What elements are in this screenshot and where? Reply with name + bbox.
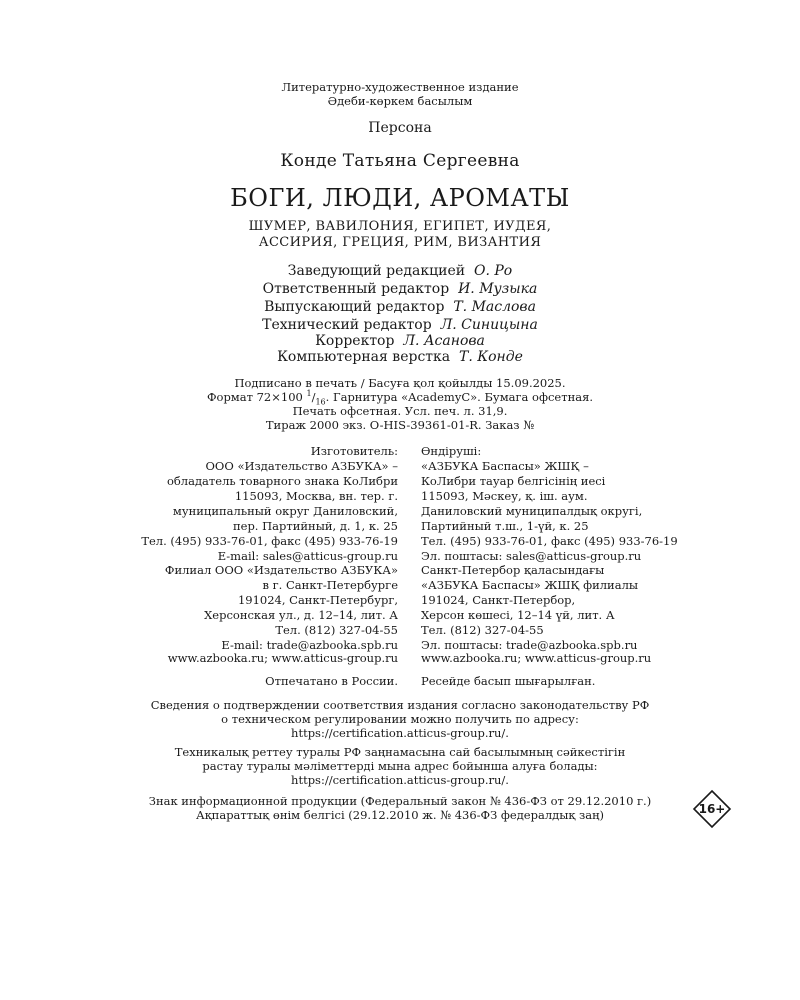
manufacturer-kz-block	[421, 444, 678, 564]
printed-in-kz: Ресейде басып шығарылған.	[421, 674, 596, 688]
staff-role: Технический редактор	[262, 317, 432, 333]
manufacturer-kz-line: Партийный т.ш., 1-үй, к. 25	[421, 519, 589, 533]
manufacturer-ru-line: 115093, Москва, вн. тер. г.	[234, 489, 398, 503]
manufacturer-kz-line: Тел. (495) 933-76-01, факс (495) 933-76-19	[421, 534, 678, 548]
staff-credit	[0, 280, 800, 298]
certification-ru-line: Сведения о подтверждении соответствия издания согласно законодательству РФ	[150, 698, 650, 712]
branch-ru-line: Филиал ООО «Издательство АЗБУКА»	[164, 563, 398, 577]
manufacturer-kz-line: Даниловский муниципалдық округі,	[421, 504, 643, 518]
branch-kz-block	[421, 563, 638, 653]
fraction-numerator: 1	[306, 389, 312, 399]
certification-kz-line: Техникалық реттеу туралы РФ заңнамасына сай басылымның сәйкестігін	[174, 745, 626, 759]
branch-ru-email: E-mail: trade@azbooka.spb.ru	[221, 638, 398, 652]
branch-ru-line: 191024, Санкт-Петербург,	[237, 593, 398, 607]
branch-kz-line: 191024, Санкт-Петербор,	[421, 593, 576, 607]
branch-kz-line: «АЗБУКА Баспасы» ЖШҚ филиалы	[421, 578, 639, 592]
staff-role: Выпускающий редактор	[264, 299, 445, 315]
branch-ru-line: Херсонская ул., д. 12–14, лит. А	[204, 608, 398, 622]
certification-ru-url: https://certification.atticus-group.ru/.	[291, 726, 509, 740]
manufacturer-ru-line: обладатель товарного знака КоЛибри	[166, 474, 398, 488]
manufacturer-kz-line: Өндіруші:	[421, 444, 482, 458]
branch-ru-line: в г. Санкт-Петербурге	[262, 578, 398, 592]
branch-kz-line: Тел. (812) 327-04-55	[421, 623, 544, 637]
manufacturer-ru-line: Изготовитель:	[310, 444, 398, 458]
manufacturer-kz-email: Эл. поштасы: sales@atticus-group.ru	[421, 549, 642, 563]
staff-role: Корректор	[315, 333, 395, 349]
fraction-denominator: 16	[315, 397, 326, 407]
staff-credit	[0, 262, 800, 280]
staff-name: Л. Асанова	[403, 333, 485, 349]
certification-kz-url: https://certification.atticus-group.ru/.	[291, 773, 509, 787]
print-type-line: Печать офсетная. Усл. печ. л. 31,9.	[292, 404, 508, 418]
manufacturer-ru-line: пер. Партийный, д. 1, к. 25	[232, 519, 398, 533]
print-run-line: Тираж 2000 экз. O-HIS-39361-01-R. Заказ №	[265, 418, 535, 432]
print-signed-line: Подписано в печать / Басуға қол қойылды 15.09.2025.	[234, 376, 566, 390]
manufacturer-ru-line: ООО «Издательство АЗБУКА» –	[205, 459, 398, 473]
edition-type-ru: Литературно-художественное издание	[281, 80, 519, 94]
staff-name: О. Ро	[474, 263, 513, 279]
branch-ru-block	[165, 563, 398, 653]
author-name: Конде Татьяна Сергеевна	[280, 151, 520, 171]
staff-name: Л. Синицына	[440, 317, 538, 333]
manufacturer-ru-block	[141, 444, 398, 564]
manufacturer-kz-line: КоЛибри тауар белгісінің иесі	[421, 474, 606, 488]
printed-in-ru: Отпечатано в России.	[265, 674, 398, 688]
staff-role: Компьютерная верстка	[277, 349, 451, 365]
branch-kz-email: Эл. поштасы: trade@azbooka.spb.ru	[421, 638, 638, 652]
websites-ru: www.azbooka.ru; www.atticus-group.ru	[167, 651, 398, 665]
staff-name: Т. Конде	[459, 349, 523, 365]
staff-role: Заведующий редакцией	[287, 263, 466, 279]
subtitle-line-1: ШУМЕР, ВАВИЛОНИЯ, ЕГИПЕТ, ИУДЕЯ,	[248, 219, 552, 234]
branch-kz-line: Санкт-Петербор қаласындағы	[421, 563, 605, 577]
typeface-text: . Гарнитура «AcademyC». Бумага офсетная.	[325, 390, 594, 404]
age-mark-ru: Знак информационной продукции (Федеральный закон № 436-ФЗ от 29.12.2010 г.)	[148, 794, 652, 808]
websites-kz: www.azbooka.ru; www.atticus-group.ru	[421, 651, 652, 665]
manufacturer-kz-line: 115093, Мәскеу, қ. іш. аум.	[421, 489, 588, 503]
branch-kz-line: Херсон көшесі, 12–14 үй, лит. А	[421, 608, 615, 622]
age-mark-kz: Ақпараттық өнім белгісі (29.12.2010 ж. № 436-ФЗ федералдық заң)	[196, 808, 604, 822]
manufacturer-ru-line: Тел. (495) 933-76-01, факс (495) 933-76-19	[141, 534, 398, 548]
staff-name: Т. Маслова	[453, 299, 536, 315]
edition-type-kz: Әдеби-көркем басылым	[327, 94, 473, 108]
certification-ru-line: о техническом регулировании можно получить по адресу:	[221, 712, 579, 726]
manufacturer-kz-line: «АЗБУКА Баспасы» ЖШҚ –	[421, 459, 589, 473]
staff-credit	[0, 348, 800, 366]
staff-credit	[0, 298, 800, 316]
staff-name: И. Музыка	[458, 281, 538, 297]
manufacturer-ru-line: муниципальный округ Даниловский,	[172, 504, 398, 518]
certification-kz-line: растау туралы мәліметтерді мына адрес бойынша алуға болады:	[202, 759, 598, 773]
series-name: Персона	[368, 120, 432, 136]
manufacturer-ru-email: E-mail: sales@atticus-group.ru	[217, 549, 398, 563]
format-text: Формат 72×100	[206, 390, 307, 404]
branch-ru-line: Тел. (812) 327-04-55	[275, 623, 398, 637]
staff-role: Ответственный редактор	[262, 281, 450, 297]
subtitle-line-2: АССИРИЯ, ГРЕЦИЯ, РИМ, ВИЗАНТИЯ	[258, 235, 542, 250]
book-title: БОГИ, ЛЮДИ, АРОМАТЫ	[230, 184, 570, 212]
age-rating-badge: 16+	[698, 802, 726, 816]
print-format-line: Формат 72×100 $^1/_{16}$. Гарнитура «AcademyC». Бумага офсетная.	[206, 389, 594, 407]
